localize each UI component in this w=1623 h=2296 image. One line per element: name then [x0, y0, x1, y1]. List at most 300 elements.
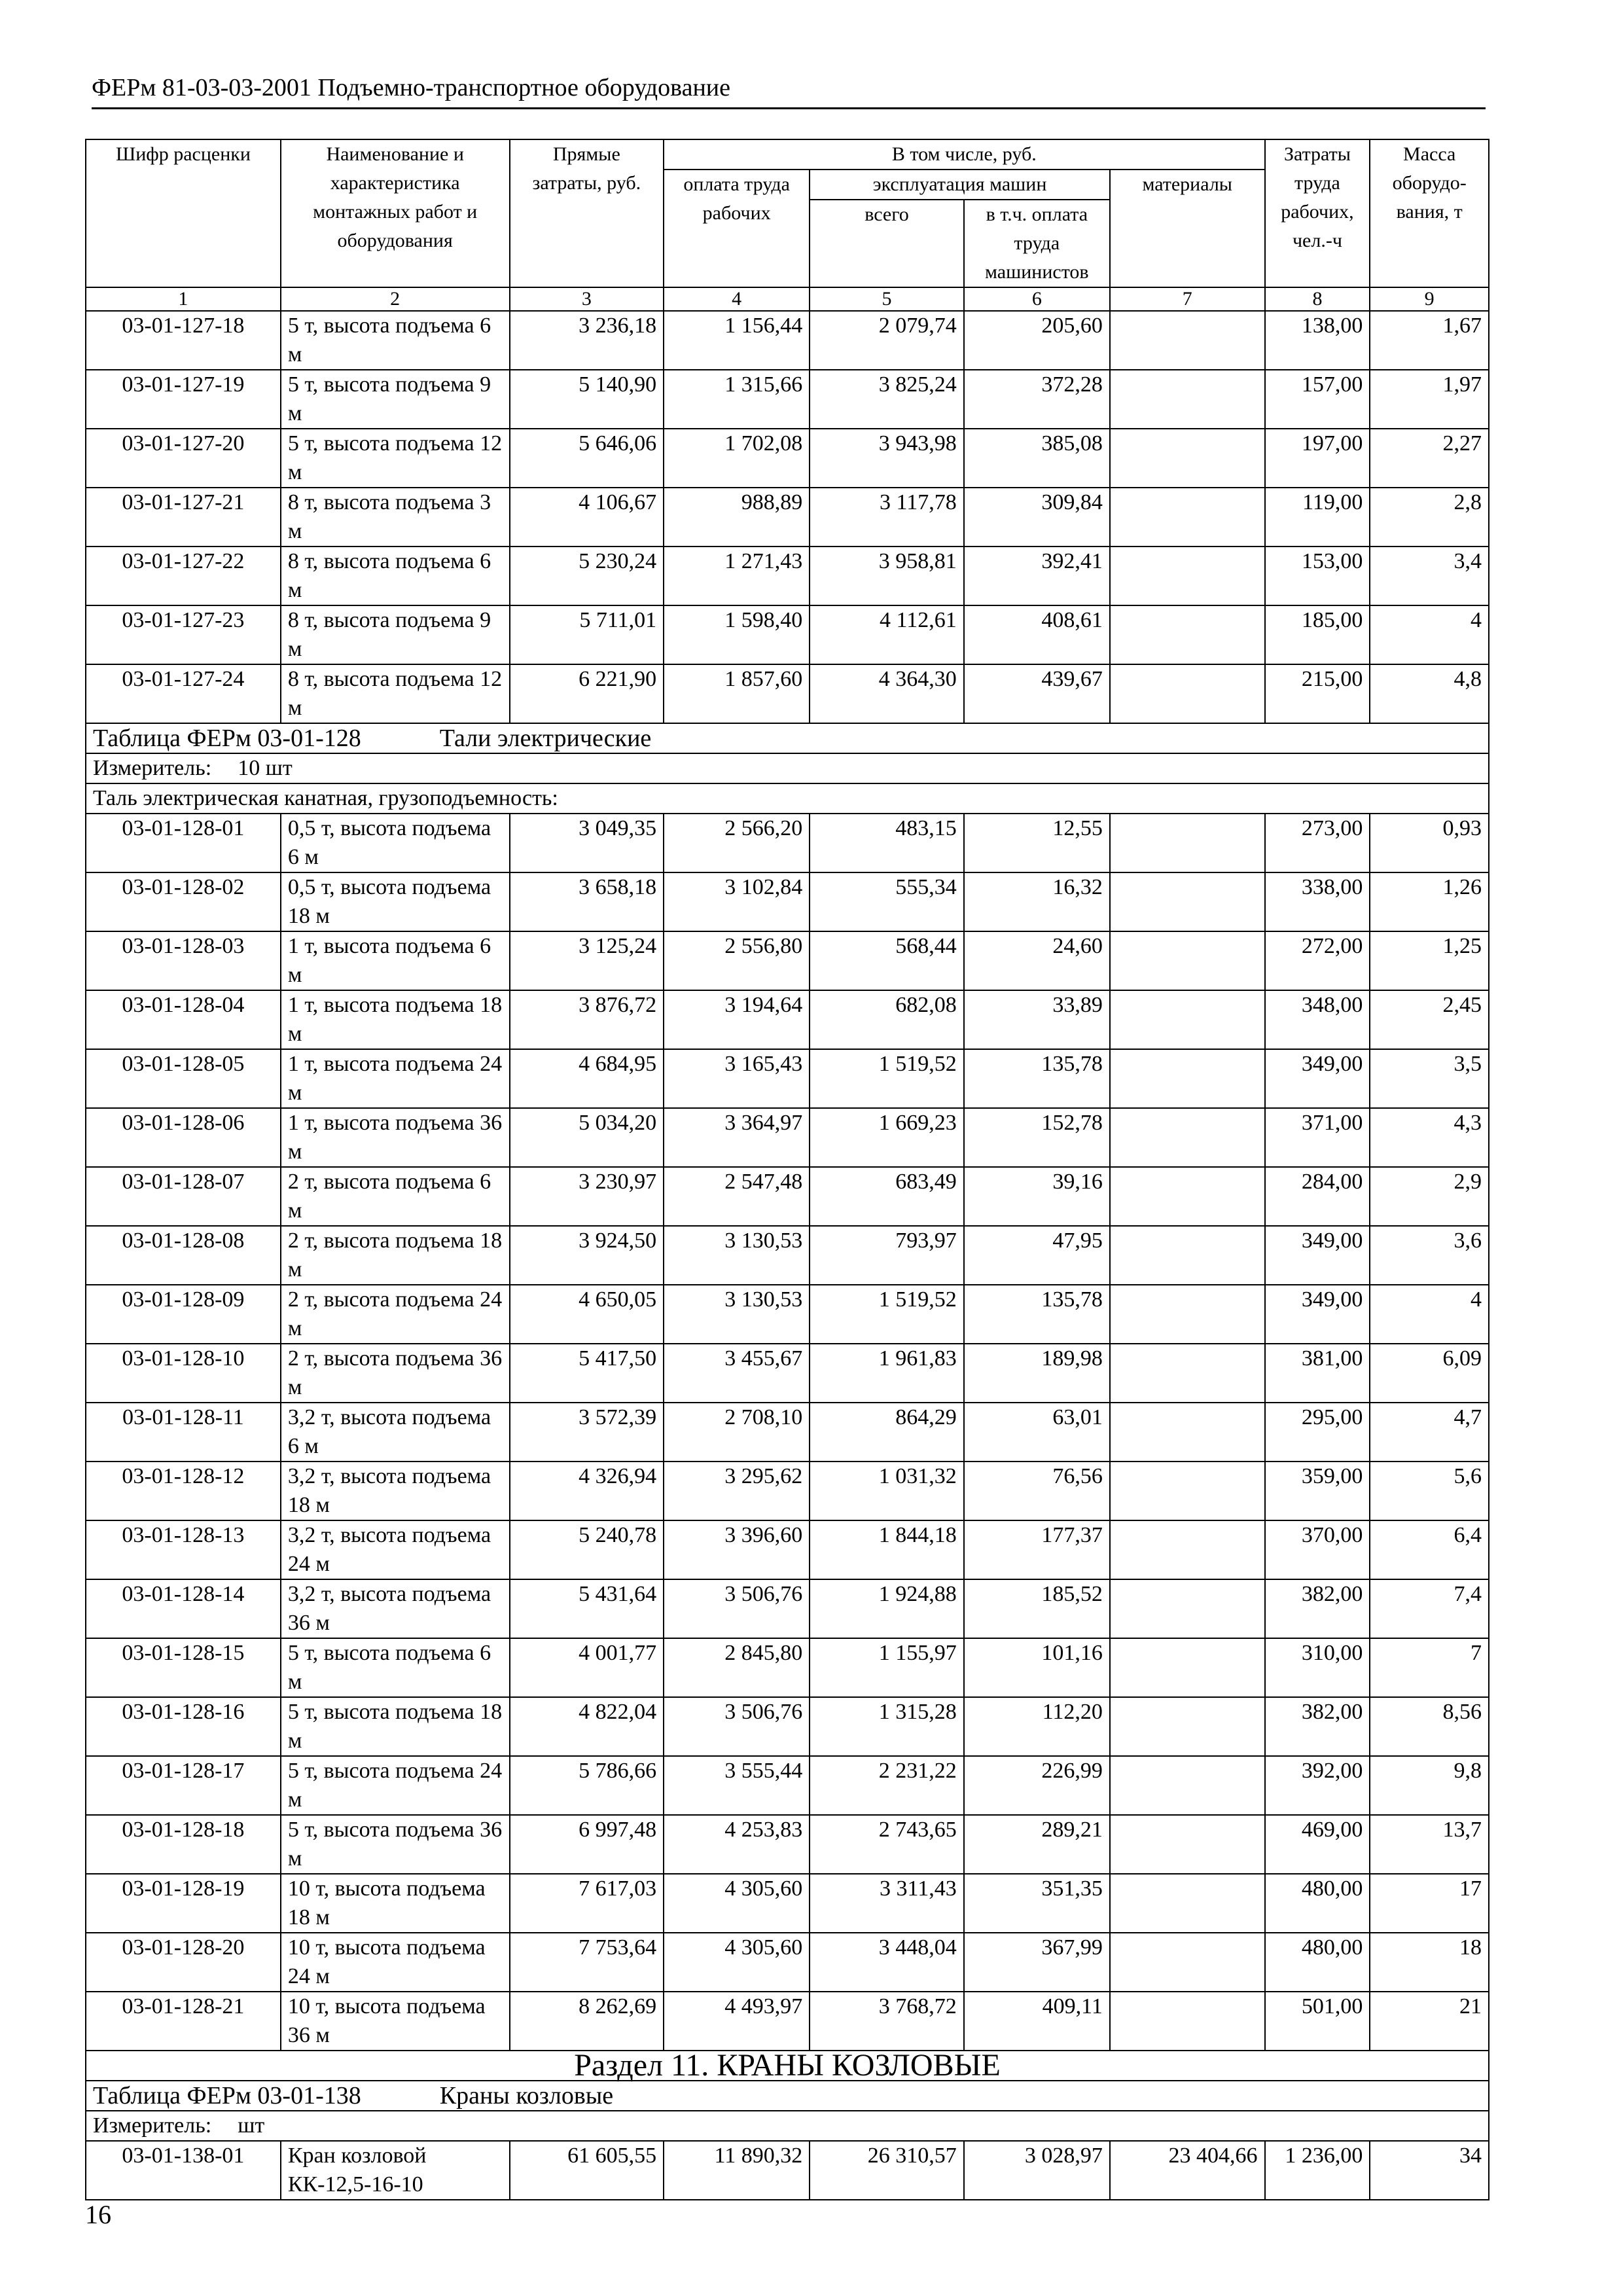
- machines-labor-cell: 226,99: [964, 1756, 1110, 1815]
- labor-pay-cell: 3 130,53: [664, 1226, 810, 1285]
- machines-labor-cell: 189,98: [964, 1344, 1110, 1403]
- machines-total-cell: 3 117,78: [810, 488, 964, 547]
- machines-total-cell: 26 310,57: [810, 2141, 964, 2200]
- labor-hours-cell: 392,00: [1265, 1756, 1370, 1815]
- materials-cell: [1110, 311, 1265, 370]
- direct-cost-cell: 5 711,01: [510, 605, 664, 664]
- table-row: [86, 1226, 1489, 1285]
- machines-labor-cell: 47,95: [964, 1226, 1110, 1285]
- materials-cell: [1110, 1756, 1265, 1815]
- labor-pay-cell: 3 364,97: [664, 1108, 810, 1167]
- materials-cell: 23 404,66: [1110, 2141, 1265, 2200]
- table-row: [86, 1462, 1489, 1520]
- name-cell: Кран козловой КК-12,5-16-10: [281, 2141, 510, 2200]
- direct-cost-cell: 5 431,64: [510, 1579, 664, 1638]
- meter-row: [86, 753, 1489, 783]
- rates-table: [85, 139, 1489, 2200]
- column-number: 3: [510, 287, 664, 311]
- labor-pay-cell: 4 305,60: [664, 1874, 810, 1933]
- table-name: Тали электрические: [439, 725, 652, 752]
- materials-cell: [1110, 1462, 1265, 1520]
- mass-cell: 4: [1370, 605, 1489, 664]
- direct-cost-cell: 3 049,35: [510, 814, 664, 872]
- machines-total-cell: 1 519,52: [810, 1049, 964, 1108]
- table-row: [86, 1167, 1489, 1226]
- mass-cell: 1,25: [1370, 931, 1489, 990]
- direct-cost-cell: 3 658,18: [510, 872, 664, 931]
- mass-cell: 0,93: [1370, 814, 1489, 872]
- table-128-heading: [86, 723, 1489, 814]
- labor-hours-cell: 138,00: [1265, 311, 1370, 370]
- meter-label: Измеритель:: [93, 756, 212, 780]
- materials-cell: [1110, 1520, 1265, 1579]
- code-cell: 03-01-128-01: [86, 814, 281, 872]
- name-cell: 5 т, высота подъема 24 м: [281, 1756, 510, 1815]
- mass-cell: 2,27: [1370, 429, 1489, 488]
- materials-cell: [1110, 1579, 1265, 1638]
- labor-hours-cell: 185,00: [1265, 605, 1370, 664]
- code-cell: 03-01-128-21: [86, 1992, 281, 2051]
- name-cell: 3,2 т, высота подъема 36 м: [281, 1579, 510, 1638]
- labor-hours-cell: 382,00: [1265, 1697, 1370, 1756]
- table-row: [86, 664, 1489, 723]
- code-cell: 03-01-128-12: [86, 1462, 281, 1520]
- col-machines-labor-header: в т.ч. оплата труда машинистов: [964, 200, 1110, 287]
- table-row: [86, 370, 1489, 429]
- mass-cell: 3,5: [1370, 1049, 1489, 1108]
- machines-labor-cell: 76,56: [964, 1462, 1110, 1520]
- machines-total-cell: 1 961,83: [810, 1344, 964, 1403]
- col-code-header: Шифр расценки: [86, 139, 281, 287]
- labor-pay-cell: 2 547,48: [664, 1167, 810, 1226]
- name-cell: 5 т, высота подъема 36 м: [281, 1815, 510, 1874]
- materials-cell: [1110, 664, 1265, 723]
- table-row: [86, 1108, 1489, 1167]
- col-mass-header: Масса оборудо-вания, т: [1370, 139, 1489, 287]
- labor-pay-cell: 3 102,84: [664, 872, 810, 931]
- machines-labor-cell: 112,20: [964, 1697, 1110, 1756]
- direct-cost-cell: 61 605,55: [510, 2141, 664, 2200]
- code-cell: 03-01-128-03: [86, 931, 281, 990]
- table-number: Таблица ФЕРм 03-01-128: [93, 725, 361, 752]
- direct-cost-cell: 6 997,48: [510, 1815, 664, 1874]
- name-cell: 3,2 т, высота подъема 18 м: [281, 1462, 510, 1520]
- labor-pay-cell: 3 396,60: [664, 1520, 810, 1579]
- mass-cell: 4,7: [1370, 1403, 1489, 1462]
- materials-cell: [1110, 429, 1265, 488]
- machines-total-cell: 793,97: [810, 1226, 964, 1285]
- machines-total-cell: 4 112,61: [810, 605, 964, 664]
- machines-labor-cell: 385,08: [964, 429, 1110, 488]
- machines-labor-cell: 135,78: [964, 1285, 1110, 1344]
- direct-cost-cell: 5 034,20: [510, 1108, 664, 1167]
- table-row: [86, 311, 1489, 370]
- table-row: [86, 931, 1489, 990]
- code-cell: 03-01-128-02: [86, 872, 281, 931]
- name-cell: 2 т, высота подъема 6 м: [281, 1167, 510, 1226]
- mass-cell: 2,8: [1370, 488, 1489, 547]
- table-row: [86, 1579, 1489, 1638]
- name-cell: 2 т, высота подъема 36 м: [281, 1344, 510, 1403]
- column-number: 8: [1265, 287, 1370, 311]
- machines-labor-cell: 351,35: [964, 1874, 1110, 1933]
- meter-row: [86, 2111, 1489, 2141]
- mass-cell: 21: [1370, 1992, 1489, 2051]
- labor-hours-cell: 197,00: [1265, 429, 1370, 488]
- mass-cell: 5,6: [1370, 1462, 1489, 1520]
- labor-pay-cell: 3 555,44: [664, 1756, 810, 1815]
- labor-pay-cell: 1 598,40: [664, 605, 810, 664]
- code-cell: 03-01-128-14: [86, 1579, 281, 1638]
- machines-labor-cell: 205,60: [964, 311, 1110, 370]
- direct-cost-cell: 8 262,69: [510, 1992, 664, 2051]
- page-number: 16: [85, 2200, 111, 2229]
- labor-hours-cell: 501,00: [1265, 1992, 1370, 2051]
- machines-labor-cell: 12,55: [964, 814, 1110, 872]
- code-cell: 03-01-128-17: [86, 1756, 281, 1815]
- labor-pay-cell: 2 566,20: [664, 814, 810, 872]
- direct-cost-cell: 5 417,50: [510, 1344, 664, 1403]
- machines-total-cell: 1 519,52: [810, 1285, 964, 1344]
- column-number: 2: [281, 287, 510, 311]
- direct-cost-cell: 5 140,90: [510, 370, 664, 429]
- labor-hours-cell: 295,00: [1265, 1403, 1370, 1462]
- table-title: [86, 2081, 1489, 2111]
- direct-cost-cell: 4 106,67: [510, 488, 664, 547]
- column-number: 7: [1110, 287, 1265, 311]
- table-138-body: [86, 2141, 1489, 2200]
- labor-pay-cell: 3 165,43: [664, 1049, 810, 1108]
- column-number: 1: [86, 287, 281, 311]
- machines-total-cell: 683,49: [810, 1167, 964, 1226]
- machines-total-cell: 3 825,24: [810, 370, 964, 429]
- direct-cost-cell: 3 876,72: [510, 990, 664, 1049]
- table-row: [86, 1403, 1489, 1462]
- labor-pay-cell: 3 455,67: [664, 1344, 810, 1403]
- machines-labor-cell: 24,60: [964, 931, 1110, 990]
- mass-cell: 8,56: [1370, 1697, 1489, 1756]
- labor-hours-cell: 371,00: [1265, 1108, 1370, 1167]
- mass-cell: 2,9: [1370, 1167, 1489, 1226]
- table-row: [86, 1638, 1489, 1697]
- labor-hours-cell: 382,00: [1265, 1579, 1370, 1638]
- machines-labor-cell: 392,41: [964, 547, 1110, 605]
- mass-cell: 3,4: [1370, 547, 1489, 605]
- machines-total-cell: 1 924,88: [810, 1579, 964, 1638]
- code-cell: 03-01-128-11: [86, 1403, 281, 1462]
- machines-labor-cell: 135,78: [964, 1049, 1110, 1108]
- code-cell: 03-01-128-16: [86, 1697, 281, 1756]
- labor-pay-cell: 3 130,53: [664, 1285, 810, 1344]
- table-row: [86, 1285, 1489, 1344]
- machines-labor-cell: 16,32: [964, 872, 1110, 931]
- machines-total-cell: 1 669,23: [810, 1108, 964, 1167]
- labor-pay-cell: 988,89: [664, 488, 810, 547]
- table-row: [86, 605, 1489, 664]
- labor-pay-cell: 2 556,80: [664, 931, 810, 990]
- labor-hours-cell: 310,00: [1265, 1638, 1370, 1697]
- table-subtitle: Таль электрическая канатная, грузоподъемность:: [86, 783, 1489, 814]
- materials-cell: [1110, 1167, 1265, 1226]
- table-row: [86, 1344, 1489, 1403]
- col-labor-header: оплата труда рабочих: [664, 170, 810, 287]
- name-cell: 5 т, высота подъема 12 м: [281, 429, 510, 488]
- table-row: [86, 547, 1489, 605]
- materials-cell: [1110, 547, 1265, 605]
- machines-total-cell: 864,29: [810, 1403, 964, 1462]
- materials-cell: [1110, 1697, 1265, 1756]
- mass-cell: 6,4: [1370, 1520, 1489, 1579]
- table-127-body: [86, 311, 1489, 723]
- machines-total-cell: 3 448,04: [810, 1933, 964, 1992]
- table-row: [86, 1756, 1489, 1815]
- labor-pay-cell: 3 295,62: [664, 1462, 810, 1520]
- code-cell: 03-01-128-15: [86, 1638, 281, 1697]
- name-cell: 5 т, высота подъема 6 м: [281, 1638, 510, 1697]
- name-cell: 8 т, высота подъема 6 м: [281, 547, 510, 605]
- direct-cost-cell: 3 924,50: [510, 1226, 664, 1285]
- mass-cell: 34: [1370, 2141, 1489, 2200]
- machines-total-cell: 3 768,72: [810, 1992, 964, 2051]
- machines-total-cell: 3 311,43: [810, 1874, 964, 1933]
- code-cell: 03-01-138-01: [86, 2141, 281, 2200]
- materials-cell: [1110, 1285, 1265, 1344]
- materials-cell: [1110, 1226, 1265, 1285]
- labor-hours-cell: 284,00: [1265, 1167, 1370, 1226]
- machines-labor-cell: 39,16: [964, 1167, 1110, 1226]
- direct-cost-cell: 4 650,05: [510, 1285, 664, 1344]
- labor-pay-cell: 1 271,43: [664, 547, 810, 605]
- labor-pay-cell: 2 845,80: [664, 1638, 810, 1697]
- table-row: [86, 1520, 1489, 1579]
- direct-cost-cell: 4 684,95: [510, 1049, 664, 1108]
- machines-total-cell: 2 743,65: [810, 1815, 964, 1874]
- mass-cell: 4: [1370, 1285, 1489, 1344]
- name-cell: 5 т, высота подъема 6 м: [281, 311, 510, 370]
- direct-cost-cell: 4 822,04: [510, 1697, 664, 1756]
- machines-total-cell: 1 315,28: [810, 1697, 964, 1756]
- code-cell: 03-01-127-22: [86, 547, 281, 605]
- mass-cell: 7,4: [1370, 1579, 1489, 1638]
- code-cell: 03-01-127-21: [86, 488, 281, 547]
- mass-cell: 18: [1370, 1933, 1489, 1992]
- machines-labor-cell: 152,78: [964, 1108, 1110, 1167]
- direct-cost-cell: 3 572,39: [510, 1403, 664, 1462]
- table-row: [86, 990, 1489, 1049]
- labor-hours-cell: 272,00: [1265, 931, 1370, 990]
- direct-cost-cell: 3 230,97: [510, 1167, 664, 1226]
- machines-total-cell: 1 031,32: [810, 1462, 964, 1520]
- machines-total-cell: 2 079,74: [810, 311, 964, 370]
- name-cell: 3,2 т, высота подъема 6 м: [281, 1403, 510, 1462]
- table-row: [86, 872, 1489, 931]
- name-cell: 2 т, высота подъема 24 м: [281, 1285, 510, 1344]
- mass-cell: 6,09: [1370, 1344, 1489, 1403]
- machines-total-cell: 4 364,30: [810, 664, 964, 723]
- meter-value: шт: [238, 2113, 265, 2138]
- mass-cell: 2,45: [1370, 990, 1489, 1049]
- table-number: Таблица ФЕРм 03-01-138: [93, 2082, 361, 2109]
- name-cell: 8 т, высота подъема 3 м: [281, 488, 510, 547]
- code-cell: 03-01-127-20: [86, 429, 281, 488]
- table-row: [86, 1933, 1489, 1992]
- labor-hours-cell: 157,00: [1265, 370, 1370, 429]
- code-cell: 03-01-128-04: [86, 990, 281, 1049]
- machines-labor-cell: 367,99: [964, 1933, 1110, 1992]
- page-header: ФЕРм 81-03-03-2001 Подъемно-транспортное оборудование: [92, 73, 1486, 109]
- direct-cost-cell: 5 230,24: [510, 547, 664, 605]
- machines-total-cell: 1 155,97: [810, 1638, 964, 1697]
- materials-cell: [1110, 370, 1265, 429]
- name-cell: 2 т, высота подъема 18 м: [281, 1226, 510, 1285]
- labor-hours-cell: 1 236,00: [1265, 2141, 1370, 2200]
- materials-cell: [1110, 1992, 1265, 2051]
- labor-hours-cell: 273,00: [1265, 814, 1370, 872]
- machines-total-cell: 568,44: [810, 931, 964, 990]
- table-name: Краны козловые: [439, 2082, 614, 2109]
- materials-cell: [1110, 605, 1265, 664]
- column-number: 5: [810, 287, 964, 311]
- labor-hours-cell: 480,00: [1265, 1874, 1370, 1933]
- labor-pay-cell: 3 506,76: [664, 1697, 810, 1756]
- col-including-header: В том числе, руб.: [664, 139, 1264, 170]
- code-cell: 03-01-128-19: [86, 1874, 281, 1933]
- materials-cell: [1110, 1638, 1265, 1697]
- machines-labor-cell: 101,16: [964, 1638, 1110, 1697]
- labor-hours-cell: 119,00: [1265, 488, 1370, 547]
- materials-cell: [1110, 488, 1265, 547]
- meter-label: Измеритель:: [93, 2113, 212, 2138]
- col-machines-header: эксплуатация машин: [810, 170, 1110, 200]
- machines-labor-cell: 408,61: [964, 605, 1110, 664]
- machines-labor-cell: 439,67: [964, 664, 1110, 723]
- col-name-header: Наименование и характеристика монтажных работ и оборудования: [281, 139, 510, 287]
- labor-pay-cell: 4 305,60: [664, 1933, 810, 1992]
- col-direct-header: Прямые затраты, руб.: [510, 139, 664, 287]
- name-cell: 8 т, высота подъема 9 м: [281, 605, 510, 664]
- labor-hours-cell: 480,00: [1265, 1933, 1370, 1992]
- labor-hours-cell: 349,00: [1265, 1049, 1370, 1108]
- machines-labor-cell: 185,52: [964, 1579, 1110, 1638]
- section-heading: [86, 2048, 1489, 2141]
- machines-labor-cell: 177,37: [964, 1520, 1110, 1579]
- machines-labor-cell: 63,01: [964, 1403, 1110, 1462]
- direct-cost-cell: 5 786,66: [510, 1756, 664, 1815]
- col-materials-header: материалы: [1110, 170, 1265, 287]
- col-hours-header: Затраты труда рабочих, чел.-ч: [1265, 139, 1370, 287]
- name-cell: 10 т, высота подъема 24 м: [281, 1933, 510, 1992]
- table-row: [86, 1992, 1489, 2051]
- machines-total-cell: 1 844,18: [810, 1520, 964, 1579]
- direct-cost-cell: 5 646,06: [510, 429, 664, 488]
- code-cell: 03-01-128-07: [86, 1167, 281, 1226]
- name-cell: 10 т, высота подъема 36 м: [281, 1992, 510, 2051]
- table-row: [86, 1049, 1489, 1108]
- mass-cell: 9,8: [1370, 1756, 1489, 1815]
- name-cell: 1 т, высота подъема 24 м: [281, 1049, 510, 1108]
- name-cell: 1 т, высота подъема 6 м: [281, 931, 510, 990]
- name-cell: 0,5 т, высота подъема 18 м: [281, 872, 510, 931]
- labor-pay-cell: 3 194,64: [664, 990, 810, 1049]
- machines-total-cell: 682,08: [810, 990, 964, 1049]
- table-title: [86, 723, 1489, 753]
- labor-pay-cell: 2 708,10: [664, 1403, 810, 1462]
- meter-value: 10 шт: [238, 756, 293, 780]
- machines-total-cell: 555,34: [810, 872, 964, 931]
- materials-cell: [1110, 1049, 1265, 1108]
- mass-cell: 1,97: [1370, 370, 1489, 429]
- materials-cell: [1110, 1403, 1265, 1462]
- direct-cost-cell: 7 617,03: [510, 1874, 664, 1933]
- labor-pay-cell: 1 315,66: [664, 370, 810, 429]
- mass-cell: 13,7: [1370, 1815, 1489, 1874]
- table-row: [86, 1815, 1489, 1874]
- mass-cell: 1,67: [1370, 311, 1489, 370]
- table-row: [86, 1874, 1489, 1933]
- mass-cell: 7: [1370, 1638, 1489, 1697]
- labor-pay-cell: 1 156,44: [664, 311, 810, 370]
- mass-cell: 4,3: [1370, 1108, 1489, 1167]
- materials-cell: [1110, 1874, 1265, 1933]
- name-cell: 1 т, высота подъема 18 м: [281, 990, 510, 1049]
- column-number: 6: [964, 287, 1110, 311]
- direct-cost-cell: 7 753,64: [510, 1933, 664, 1992]
- column-number: 4: [664, 287, 810, 311]
- direct-cost-cell: 4 326,94: [510, 1462, 664, 1520]
- labor-hours-cell: 348,00: [1265, 990, 1370, 1049]
- mass-cell: 17: [1370, 1874, 1489, 1933]
- labor-pay-cell: 4 253,83: [664, 1815, 810, 1874]
- name-cell: 0,5 т, высота подъема 6 м: [281, 814, 510, 872]
- machines-labor-cell: 372,28: [964, 370, 1110, 429]
- name-cell: 10 т, высота подъема 18 м: [281, 1874, 510, 1933]
- code-cell: 03-01-128-06: [86, 1108, 281, 1167]
- machines-labor-cell: 33,89: [964, 990, 1110, 1049]
- name-cell: 5 т, высота подъема 18 м: [281, 1697, 510, 1756]
- table-row: [86, 2141, 1489, 2200]
- name-cell: 5 т, высота подъема 9 м: [281, 370, 510, 429]
- machines-total-cell: 3 958,81: [810, 547, 964, 605]
- direct-cost-cell: 3 236,18: [510, 311, 664, 370]
- labor-pay-cell: 3 506,76: [664, 1579, 810, 1638]
- labor-pay-cell: 1 702,08: [664, 429, 810, 488]
- labor-hours-cell: 381,00: [1265, 1344, 1370, 1403]
- labor-hours-cell: 338,00: [1265, 872, 1370, 931]
- table-row: [86, 1697, 1489, 1756]
- machines-labor-cell: 289,21: [964, 1815, 1110, 1874]
- materials-cell: [1110, 1815, 1265, 1874]
- code-cell: 03-01-128-09: [86, 1285, 281, 1344]
- labor-hours-cell: 370,00: [1265, 1520, 1370, 1579]
- code-cell: 03-01-127-24: [86, 664, 281, 723]
- direct-cost-cell: 5 240,78: [510, 1520, 664, 1579]
- name-cell: 1 т, высота подъема 36 м: [281, 1108, 510, 1167]
- materials-cell: [1110, 1933, 1265, 1992]
- materials-cell: [1110, 872, 1265, 931]
- code-cell: 03-01-128-05: [86, 1049, 281, 1108]
- col-machines-total-header: всего: [810, 200, 964, 287]
- machines-total-cell: 3 943,98: [810, 429, 964, 488]
- materials-cell: [1110, 1344, 1265, 1403]
- code-cell: 03-01-127-23: [86, 605, 281, 664]
- direct-cost-cell: 4 001,77: [510, 1638, 664, 1697]
- machines-labor-cell: 409,11: [964, 1992, 1110, 2051]
- labor-hours-cell: 359,00: [1265, 1462, 1370, 1520]
- name-cell: 8 т, высота подъема 12 м: [281, 664, 510, 723]
- table-row: [86, 429, 1489, 488]
- labor-hours-cell: 349,00: [1265, 1285, 1370, 1344]
- name-cell: 3,2 т, высота подъема 24 м: [281, 1520, 510, 1579]
